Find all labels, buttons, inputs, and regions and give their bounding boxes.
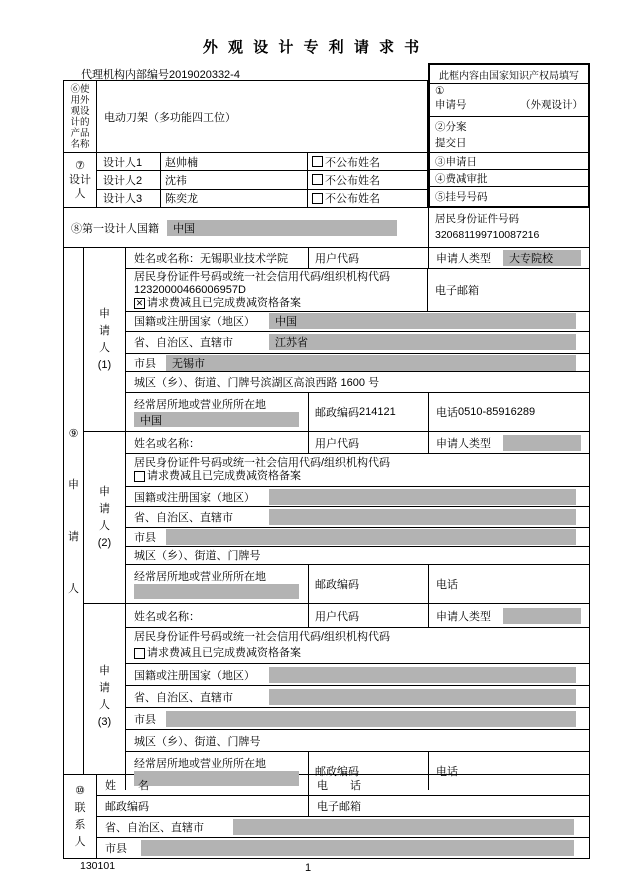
applicant-3-name-row [126,604,589,628]
applicant-3-street-row: 城区（乡）、街道、门牌号 [126,730,589,752]
applicant-2-postal-cell: 邮政编码 [309,565,429,603]
product-designer-table [63,80,428,208]
agency-internal-number: 代理机构内部编号2019020332-4 [81,69,240,81]
applicant-1-name-cell: 姓名或名称： 无锡职业技术学院 [126,248,309,268]
applicant-1-residence-row: 经常居所地或营业所所在地 中国 邮政编码 214121 电话 0510-85916289 [126,393,589,431]
contact-postal-label: 邮政编码 [97,796,309,816]
applicant-2-credit-row [126,454,589,487]
applicant-2-name-row [126,432,589,454]
designer-3-privacy-cell [308,190,427,207]
applicant-1-label: 申 请 人 (1) [84,248,126,431]
applicant-3-phone-cell: 电话 [436,766,458,778]
designer-1-privacy-checkbox[interactable] [312,156,323,167]
page-number: 1 [305,862,312,874]
first-designer-nationality-label: ⑧第一设计人国籍 [71,222,159,235]
designer-1-privacy-cell [308,153,427,170]
privacy-label: 不公布姓名 [325,193,380,206]
designer-2-privacy-cell [308,171,427,188]
applicant-1-user-code-label: 用户代码 [309,248,429,268]
applicant-3-province-field[interactable] [269,689,576,705]
applicant-1-province-field[interactable]: 江苏省 [269,334,576,350]
application-number-row [430,84,588,117]
applicant-2-street-row: 城区（乡）、街道、门牌号 [126,547,589,565]
applicant-2-residence-field[interactable] [134,584,299,599]
design-type-note: （外观设计） [520,99,583,111]
product-name-row [64,81,427,153]
contact-province-row: 省、自治区、直辖市 [97,817,589,838]
applicant-1-email-label: 电子邮箱 [427,269,589,311]
designer-3-name[interactable]: 陈奕龙 [161,190,308,207]
applicant-2-residence-row: 经常居所地或营业所所在地 邮政编码 电话 [126,565,589,603]
applicant-2-fee-reduction-checkbox[interactable] [134,471,145,482]
applicant-2-name-cell: 姓名或名称： [126,432,309,453]
designers-section [64,153,427,207]
applicant-1-phone-cell: 电话 0510-85916289 [436,406,536,420]
applicant-1-name-value[interactable]: 无锡职业技术学院 [200,252,288,265]
applicant-3-country-field[interactable] [269,667,576,683]
applicant-3-postal-cell: 邮政编码 [309,752,429,790]
division-row [430,117,588,153]
applicant-2-country-row: 国籍或注册国家（地区） [126,487,589,507]
registered-number-row: ⑤挂号号码 [435,191,488,203]
applicant-2-type-field[interactable] [503,435,581,451]
applicant-2-phone-cell: 电话 [436,579,458,591]
applicant-1-postal-value[interactable]: 214121 [359,406,396,419]
applicant-3-credit-row [126,628,589,664]
applicant-2-province-field[interactable] [269,509,576,525]
official-box-header: 此框内容由国家知识产权局填写 [430,65,588,84]
applicant-1-type-field[interactable]: 大专院校 [503,250,581,266]
applicant-1-type-cell: 申请人类型 大专院校 [429,248,589,268]
applicant-1-phone-value[interactable]: 0510-85916289 [458,406,536,419]
applicant-1-credit-row [126,269,589,312]
contact-section [63,775,590,859]
applicant-1-street-row: 城区（乡）、街道、门牌号 滨湖区高浪西路 1600 号 [126,372,589,393]
contact-phone-label: 电 话 [317,780,361,792]
official-use-box [428,63,590,208]
form-title: 外 观 设 计 专 利 请 求 书 [202,39,423,56]
applicant-3-city-field[interactable] [166,711,576,727]
applicant-3-user-code-label: 用户代码 [309,604,429,627]
applicant-2-label: 申 请 人 (2) [84,432,126,603]
first-designer-id-cell [429,208,589,247]
applicant-3-province-row: 省、自治区、直辖市 [126,686,589,708]
applicant-3-fee-reduction-label: 请求费减且已完成费减资格备案 [147,646,301,659]
applicant-2-city-row: 市县 [126,528,589,546]
applicants-section-label: ⑨ 申 请 人 [64,248,84,774]
applicant-2-city-field[interactable] [166,529,576,545]
applicant-3-fee-reduction-checkbox[interactable] [134,648,145,659]
designer-3-label: 设计人3 [97,190,161,207]
designer-2-privacy-checkbox[interactable] [312,174,323,185]
contact-name-row [97,775,589,796]
applicant-1-name-row [126,248,589,269]
designer-3-privacy-checkbox[interactable] [312,193,323,204]
applicant-1-city-row: 市县 无锡市 [126,354,589,373]
applicant-3-country-row: 国籍或注册国家（地区） [126,664,589,686]
applicant-2-block [84,432,589,604]
filing-date-row: ③申请日 [430,153,588,170]
applicant-1-province-row: 省、自治区、直辖市 江苏省 [126,332,589,354]
contact-email-label: 电子邮箱 [317,801,361,813]
product-name-value[interactable]: 电动刀架（多功能四工位） [104,111,236,124]
designer-row-2 [97,171,427,189]
applicant-2-fee-reduction-label: 请求费减且已完成费减资格备案 [147,470,301,483]
id-number-value[interactable]: 320681199710087216 [435,229,540,241]
applicant-3-credit-label: 居民身份证件号码或统一社会信用代码/组织机构代码 [134,631,391,644]
id-number-label: 居民身份证件号码 [435,213,519,225]
applicant-3-block [84,604,589,790]
first-designer-nationality-row [63,208,590,248]
applicant-3-city-row: 市县 [126,708,589,730]
applicants-section [63,248,590,778]
first-designer-nationality-field[interactable]: 中国 [167,220,397,236]
applicant-1-fee-reduction-checkbox[interactable]: ✕ [135,297,144,308]
designer-row-3 [97,190,427,207]
contact-city-field[interactable] [141,840,574,856]
designer-2-label: 设计人2 [97,171,161,188]
applicant-1-country-row: 国籍或注册国家（地区） 中国 [126,312,589,333]
application-number-label: 申请号 [435,99,467,111]
contact-name-label: 姓 名 [97,775,309,795]
applicant-1-postal-cell: 邮政编码 214121 [309,393,429,431]
contact-city-row: 市县 [97,838,589,858]
designer-1-name[interactable]: 赵帅楠 [161,153,308,170]
applicant-1-credit-label: 居民身份证件号码或统一社会信用代码/组织机构代码 [134,270,391,283]
applicant-1-residence-field[interactable]: 中国 [134,412,299,427]
applicant-2-province-row: 省、自治区、直辖市 [126,507,589,528]
applicant-1-credit-code[interactable]: 12320000466006957D [134,283,246,296]
privacy-label: 不公布姓名 [325,156,380,169]
applicant-3-residence-row: 经常居所地或营业所所在地 邮政编码 电话 [126,752,589,790]
designer-row-1 [97,153,427,171]
applicant-2-type-cell: 申请人类型 [429,432,589,453]
applicant-1-fee-reduction-label: 请求费减且已完成费减资格备案 [147,296,301,309]
product-name-section-label: ⑥使 用外 观设 计的 产品 名称 [64,81,97,152]
applicant-2-credit-label: 居民身份证件号码或统一社会信用代码/组织机构代码 [134,456,391,469]
applicant-2-user-code-label: 用户代码 [309,432,429,453]
applicant-3-name-cell: 姓名或名称： [126,604,309,627]
applicant-1-country-field[interactable]: 中国 [269,313,576,329]
fee-reduction-approval-row: ④费减审批 [430,170,588,187]
division-label: ②分案 [435,120,467,133]
applicant-1-street-value[interactable]: 滨湖区高浪西路 1600 号 [260,377,380,390]
designer-1-label: 设计人1 [97,153,161,170]
applicant-3-type-cell: 申请人类型 [429,604,589,627]
designers-section-label: ⑦ 设计 人 [64,153,97,207]
applicant-1-city-field[interactable]: 无锡市 [166,355,576,371]
contact-postal-row [97,796,589,817]
submit-date-label: 提交日 [435,137,467,150]
applicant-3-label: 申 请 人 (3) [84,604,126,790]
contact-section-label: ⑩ 联 系 人 [64,775,97,858]
form-code: 130101 [80,860,116,872]
applicant-1-block [84,248,589,432]
applicant-3-type-field[interactable] [503,608,581,624]
designer-2-name[interactable]: 沈祎 [161,171,308,188]
privacy-label: 不公布姓名 [325,174,380,187]
contact-province-field[interactable] [233,819,574,835]
circled-1: ① [435,85,445,97]
applicant-2-country-field[interactable] [269,489,576,505]
